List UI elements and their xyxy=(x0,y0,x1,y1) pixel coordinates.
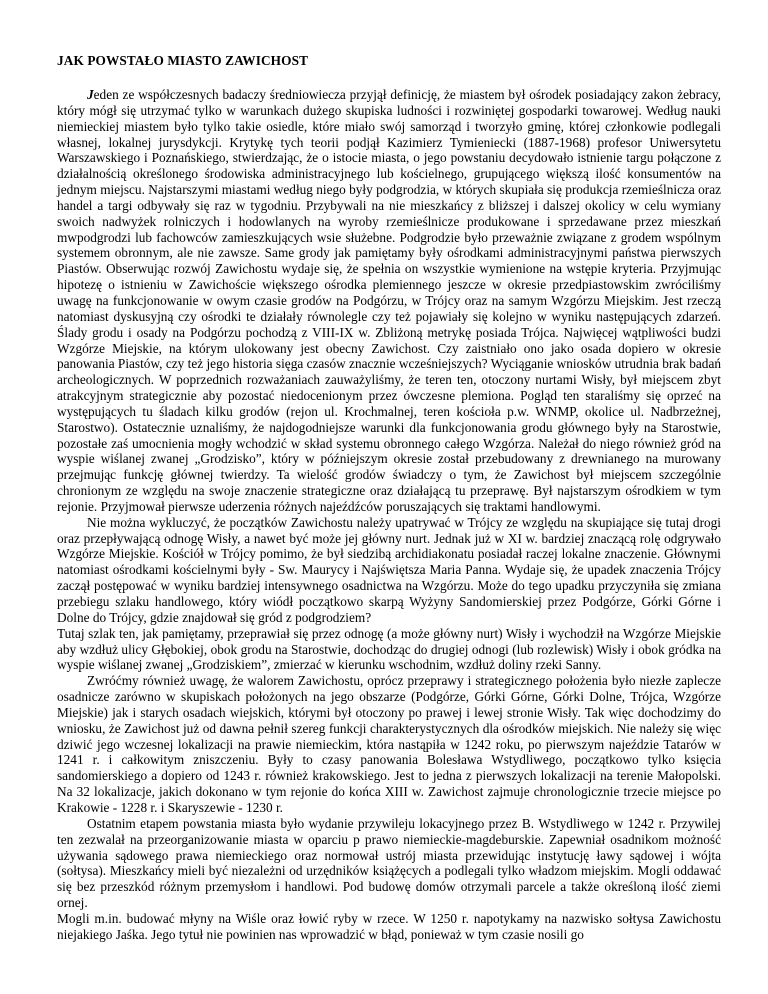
paragraph-3: Tutaj szlak ten, jak pamiętamy, przeprawiał się przez odnogę (a może główny nurt) Wisły i wychodził na Wzgórze Miejskie aby wzdłuż ulicy Głębokiej, obok grodu na Starostwie, dochodząc do drugiej odnogi (lub rozlewisk) Wisły i obok gródka na wyspie wiślanej zwanej „Grodziskiem”, zmierzać w kierunku wschodnim, wzdłuż doliny rzeki Sanny. xyxy=(57,625,721,673)
paragraph-2: Nie można wykluczyć, że początków Zawichostu należy upatrywać w Trójcy ze względu na skupiające się tutaj drogi oraz przepływającą odnogę Wisły, a nawet być może jej główny nurt. Jednak już w XI w. bardziej znaczącą rolę odgrywało Wzgórze Miejskie. Kościół w Trójcy pomimo, że był siedzibą archidiakonatu posiadał raczej lokalne znaczenie. Głównymi natomiast ośrodkami kościelnymi były - Sw. Maurycy i Najświętsza Maria Panna. Wydaje się, że upadek znaczenia Trójcy zaczął postępować w wyniku bardziej intensywnego osadnictwa na Wzgórzu. Może do tego upadku przyczyniła się zmiana przebiegu szlaku handlowego, który wiódł początkowo skarpą Wyżyny Sandomierskiej przez Podgórze, Górki Górne i Dolne do Trójcy, gdzie znajdował się gród z podgrodziem? xyxy=(57,514,721,625)
paragraph-1 xyxy=(57,87,721,515)
paragraph-5: Ostatnim etapem powstania miasta było wydanie przywileju lokacyjnego przez B. Wstydliwego w 1242 r. Przywilej ten zezwalał na przeorganizowanie miasta w oparciu p prawo niemieckie-magdeburskie. Zapewniał osadnikom możność używania sądowego prawa niemieckiego oraz normował ustrój miasta przewidując instytucję ławy sądowej i wójta (sołtysa). Mieszkańcy mieli być niezależni od urzędników książęcych a podlegali tylko władzom miejskim. Mogli oddawać się bez przeszkód różnym przemysłom i handlowi. Pod budowę domów otrzymali parcele a także określoną ilość ziemi ornej. xyxy=(57,815,721,911)
paragraph-4: Zwróćmy również uwagę, że walorem Zawichostu, oprócz przeprawy i strategicznego położenia było niezłe zaplecze osadnicze zarówno w skupiskach położonych na jego obszarze (Podgórze, Górki Górne, Górki Dolne, Trójca, Wzgórze Miejskie) jak i starych osadach wiejskich, którymi był otoczony po prawej i lewej stronie Wisły. Tak więc dochodzimy do wniosku, że Zawichost już od dawna pełnił szereg funkcji charakterystycznych dla ośrodków miejskich. Nie należy się więc dziwić jego wczesnej lokalizacji na prawie niemieckim, która nastąpiła w 1242 roku, po pierwszym najeździe Tatarów w 1241 r. i całkowitym zniszczeniu. Były to czasy panowania Bolesława Wstydliwego, początkowo tylko księcia sandomierskiego a dopiero od 1243 r. również krakowskiego. Jest to jedna z pierwszych lokalizacji na terenie Małopolski. Na 32 lokalizacje, jakich dokonano w tym rejonie do końca XIII w. Zawichost zajmuje chronologicznie trzecie miejsce po Krakowie - 1228 r. i Skaryszewie - 1230 r. xyxy=(57,673,721,815)
document-title: JAK POWSTAŁO MIASTO ZAWICHOST xyxy=(57,53,309,68)
document-page xyxy=(57,52,721,943)
paragraph-1-text: eden ze współczesnych badaczy średniowiecza przyjął definicję, że miastem był ośrodek posiadający zakon żebracy, który mógł się utrzymać tylko w warunkach dużego skupiska ludności i rozwiniętej gospodarki towarowej. Według nauki niemieckiej miastem było tylko takie osiedle, które miało swój samorząd i tworzyło gminę, której członkowie podlegali własnej, lokalnej jurysdykcji. Krytykę tych teorii podjął Kazimierz Tymieniecki (1887-1968) profesor Uniwersytetu Warszawskiego i Poznańskiego, stwierdzając, że o istocie miasta, o jego powstaniu decydowało istnienie targu połączone z działalnością określonego środowiska administracyjnego lub kościelnego, grupującego większą ilość konsumentów na jednym miejscu. Najstarszymi miastami według niego były podgrodzia, w których skupiała się produkcja rzemieślnicza oraz handel a targi odbywały się raz w tygodniu. Przybywali na nie mieszkańcy z bliższej i dalszej okolicy w celu wymiany swoich nadwyżek rolniczych i hodowlanych na wyroby rzemieślnicze produkowane i sprzedawane przez mieszkań mwpodgrodzi lub fachowców zamieszkujących wsie służebne. Podgrodzie było przeważnie związane z grodem wspólnym systemem obronnym, ale nie zawsze. Same grody jak pamiętamy były ośrodkami administracyjnymi państwa pierwszych Piastów. Obserwując rozwój Zawichostu wydaje się, że spełnia on wszystkie wymienione na wstępie kryteria. Przyjmując hipotezę o istnieniu w Zawichoście większego ośrodka plemiennego jeszcze w okresie przedpiastowskim zwróciliśmy uwagę na funkcjonowanie w owym czasie grodów na Podgórzu, w Trójcy oraz na samym Wzgórzu Miejskim. Jest rzeczą natomiast dyskusyjną czy ośrodki te działały równolegle czy też pojawiały się kolejno w wyniku następujących zdarzeń. Ślady grodu i osady na Podgórzu pochodzą z VIII-IX w. Zbliżoną metrykę posiada Trójca. Najwięcej wątpliwości budzi Wzgórze Miejskie, na którym ulokowany jest obecny Zawichost. Czy zaistniało ono jako osada dopiero w okresie panowania Piastów, czy też jego historia sięga czasów znacznie wcześniejszych? Wyciąganie wniosków utrudnia brak badań archeologicznych. W poprzednich rozważaniach zauważyliśmy, że teren ten, otoczony nurtami Wisły, był miejscem zbyt atrakcyjnym strategicznie aby pozostać niedocenionym przez ówczesne plemiona. Pogląd ten staraliśmy się oprzeć na występujących tu śladach kilku grodów (rejon ul. Krochmalnej, teren kościoła p.w. WNMP, okolice ul. Nadbrzeżnej, Starostwo). Ostatecznie uznaliśmy, że najdogodniejsze warunki dla funkcjonowania grodu głównego były na Starostwie, pozostałe zaś umocnienia mogły wchodzić w skład systemu obronnego całego Wzgórza. Należał do niego również gród na wyspie wiślanej zwanej „Grodzisko”, który w późniejszym okresie został przebudowany z drewnianego na murowany przejmując funkcję głównej twierdzy. Ta wielość grodów świadczy o tym, że Zawichost był miejscem szczególnie chronionym ze względu na swoje znaczenie strategiczne oraz działającą tu przeprawę. Był najstarszym ośrodkiem w tym rejonie. Przyjmował pierwsze uderzenia różnych najeźdźców poruszających się traktami handlowymi. xyxy=(57,87,721,514)
drop-cap-letter: J xyxy=(87,87,94,102)
paragraph-6: Mogli m.in. budować młyny na Wiśle oraz łowić ryby w rzece. W 1250 r. napotykamy na nazwisko sołtysa Zawichostu niejakiego Jaśka. Jego tytuł nie powinien nas wprowadzić w błąd, ponieważ w tym czasie nosili go xyxy=(57,910,721,942)
